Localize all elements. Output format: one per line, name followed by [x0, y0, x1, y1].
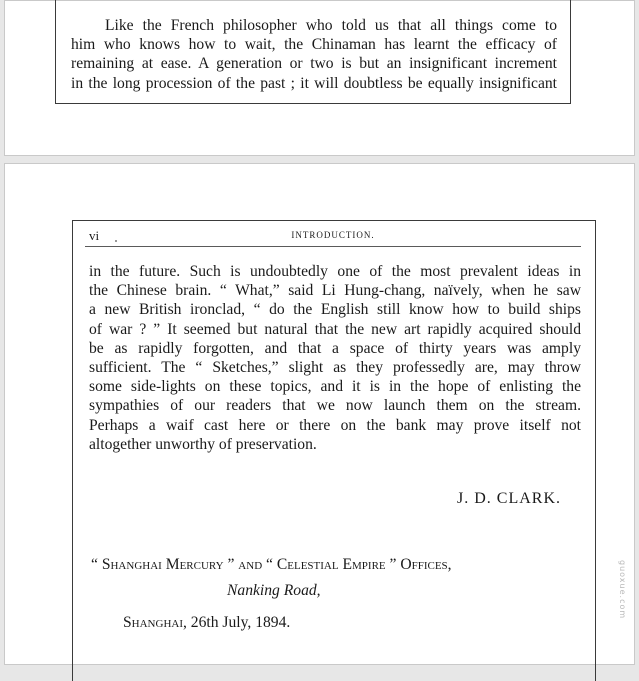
running-head: INTRODUCTION. — [291, 230, 375, 240]
text-line: remaining at ease. A generation or two is but an insignificant increment — [71, 55, 557, 73]
bottom-page — [4, 163, 635, 665]
text-line: altogether unworthy of preservation. — [89, 435, 317, 453]
page-header — [85, 226, 581, 247]
road-address: Nanking Road, — [227, 582, 321, 599]
text-line: of war ? ” It seemed but natural that the new art rapidly acquired should — [89, 320, 581, 338]
page-number: vi — [89, 228, 100, 243]
date-value: 26th July, 1894. — [186, 614, 291, 631]
watermark: guoxue.com — [618, 560, 627, 620]
author-signature: J. D. CLARK. — [457, 490, 562, 507]
office-address: “ Shanghai Mercury ” and “ Celestial Empire ” Offices, — [91, 556, 452, 573]
date-place: Shanghai, — [123, 614, 187, 631]
text-line: some side-lights on these topics, and it is in the hope of enlisting the — [89, 378, 581, 396]
text-line: sufficient. The “ Sketches,” slight as they professedly are, may throw — [89, 359, 581, 377]
text-line: the Chinese brain. “ What,” said Li Hung-chang, naïvely, when he saw — [89, 282, 581, 300]
text-line: in the long procession of the past ; it will doubtless be equally insignificant — [71, 74, 557, 92]
body-paragraph — [89, 262, 581, 454]
text-line: in the future. Such is undoubtedly one of the most prevalent ideas in — [89, 263, 581, 280]
text-line: a new British ironclad, “ do the English still know how to build ships — [89, 301, 581, 319]
date-line — [123, 614, 290, 632]
text-line: him who knows how to wait, the Chinaman has learnt the efficacy of — [71, 36, 557, 54]
scan-speck — [115, 240, 117, 242]
top-paragraph — [71, 16, 557, 93]
text-line: sympathies of our readers that we now launch them on the stream. — [89, 397, 581, 415]
text-line: Perhaps a waif cast here or there on the bank may prove itself not — [89, 416, 581, 434]
text-line: be as rapidly forgotten, and that a space of thirty years was amply — [89, 339, 581, 357]
top-page — [4, 0, 635, 156]
text-line: Like the French philosopher who told us that all things come to — [105, 17, 557, 34]
